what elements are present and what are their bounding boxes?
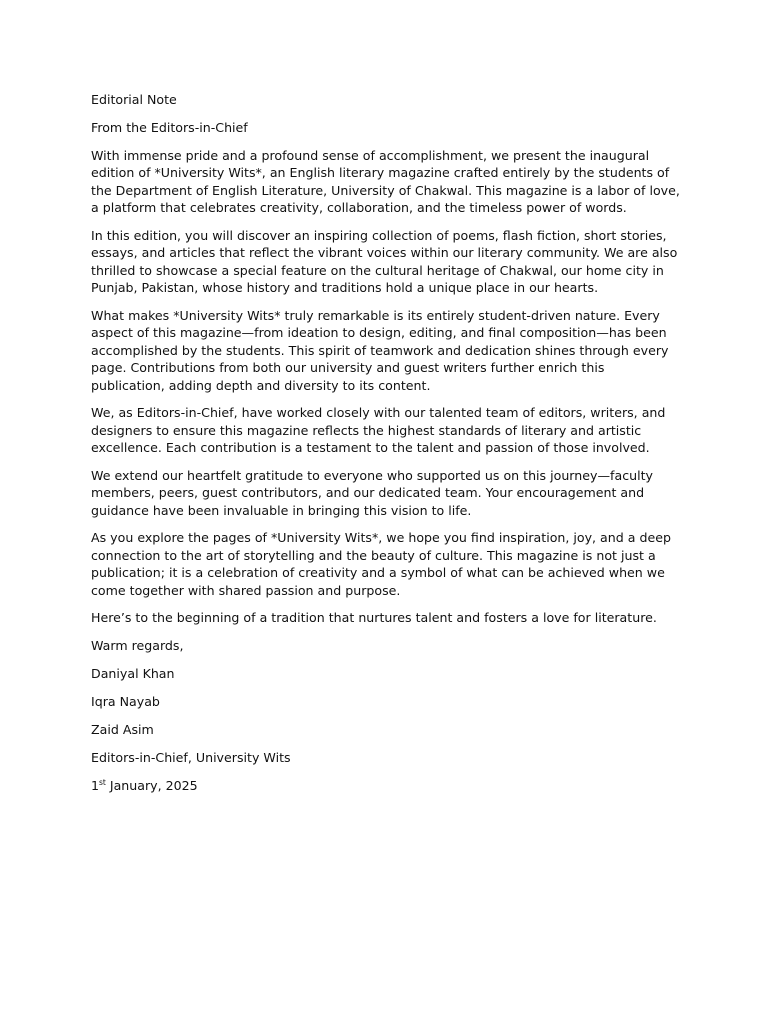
signatory-1: Daniyal Khan [91,666,175,682]
paragraph-5: We extend our heartfelt gratitude to everyone who supported us on this journey—faculty members, peers, guest contributors, and our dedicated team. Your encouragement and guidance have been invaluable in bringing this vision to life. [91,467,653,518]
signatory-2: Iqra Nayab [91,693,160,709]
document-date [91,777,681,795]
document-page [91,91,681,805]
date-suffix: st [99,777,106,787]
date-rest: January, 2025 [105,777,198,793]
date-day: 1 [91,777,100,793]
document-subheading: From the Editors-in-Chief [91,119,248,135]
paragraph-6: As you explore the pages of *University Wits*, we hope you find inspiration, joy, and a deep connection to the art of storytelling and the beauty of culture. This magazine is not just a publication; it is a celebration of creativity and a symbol of what can be achieved when we come together with shared passion and purpose. [91,530,671,598]
paragraph-7: Here’s to the beginning of a tradition that nurtures talent and fosters a love for literature. [91,610,657,626]
paragraph-3: What makes *University Wits* truly remarkable is its entirely student-driven nature. Every aspect of this magazine—from ideation to design, editing, and final composition—has been accomplished by the students. This spirit of teamwork and dedication shines through every page. Contributions from both our university and guest writers further enrich this publication, adding depth and diversity to its content. [91,307,669,393]
paragraph-4: We, as Editors-in-Chief, have worked closely with our talented team of editors, writers, and designers to ensure this magazine reflects the highest standards of literary and artistic excellence. Each contribution is a testament to the talent and passion of those involved. [91,405,666,456]
closing-line: Warm regards, [91,638,184,654]
document-heading: Editorial Note [91,92,177,107]
signatory-3: Zaid Asim [91,721,154,737]
paragraph-1: With immense pride and a profound sense of accomplishment, we present the inaugural edition of *University Wits*, an English literary magazine crafted entirely by the students of the Department of English Literature, University of Chakwal. This magazine is a labor of love, a platform that celebrates creativity, collaboration, and the timeless power of words. [91,147,680,216]
signature-title: Editors-in-Chief, University Wits [91,749,291,765]
paragraph-2: In this edition, you will discover an inspiring collection of poems, flash fiction, short stories, essays, and articles that reflect the vibrant voices within our literary community. We are also thrilled to showcase a special feature on the cultural heritage of Chakwal, our home city in Punjab, Pakistan, whose history and traditions hold a unique place in our hearts. [91,227,678,296]
